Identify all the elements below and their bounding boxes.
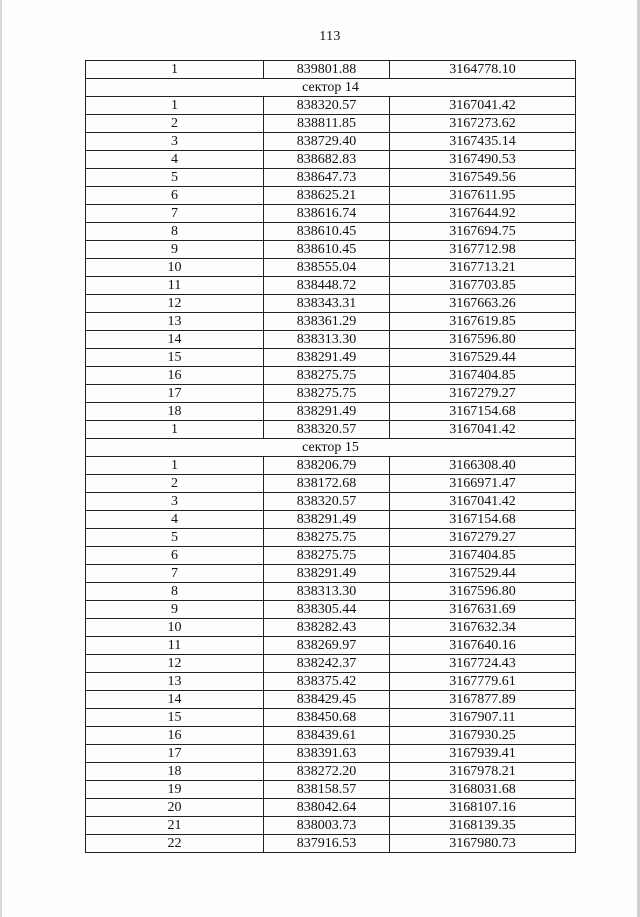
y-coordinate-cell: 3167644.92 xyxy=(390,205,576,223)
table-row xyxy=(86,583,576,601)
table-row xyxy=(86,421,576,439)
point-number-cell: 13 xyxy=(86,673,264,691)
table-row xyxy=(86,313,576,331)
y-coordinate-cell: 3167529.44 xyxy=(390,565,576,583)
point-number-cell: 14 xyxy=(86,331,264,349)
point-number-cell: 9 xyxy=(86,601,264,619)
y-coordinate-cell: 3168139.35 xyxy=(390,817,576,835)
x-coordinate-cell: 838275.75 xyxy=(264,385,390,403)
x-coordinate-cell: 838448.72 xyxy=(264,277,390,295)
table-row xyxy=(86,223,576,241)
point-number-cell: 2 xyxy=(86,475,264,493)
point-number-cell: 19 xyxy=(86,781,264,799)
x-coordinate-cell: 838158.57 xyxy=(264,781,390,799)
x-coordinate-cell: 838042.64 xyxy=(264,799,390,817)
table-row xyxy=(86,475,576,493)
table-row xyxy=(86,745,576,763)
x-coordinate-cell: 838313.30 xyxy=(264,331,390,349)
sector-label: сектор 15 xyxy=(86,439,576,457)
table-row xyxy=(86,817,576,835)
x-coordinate-cell: 838003.73 xyxy=(264,817,390,835)
x-coordinate-cell: 838242.37 xyxy=(264,655,390,673)
x-coordinate-cell: 838282.43 xyxy=(264,619,390,637)
point-number-cell: 5 xyxy=(86,529,264,547)
point-number-cell: 11 xyxy=(86,277,264,295)
point-number-cell: 9 xyxy=(86,241,264,259)
y-coordinate-cell: 3164778.10 xyxy=(390,61,576,79)
x-coordinate-cell: 838291.49 xyxy=(264,565,390,583)
point-number-cell: 11 xyxy=(86,637,264,655)
y-coordinate-cell: 3167435.14 xyxy=(390,133,576,151)
x-coordinate-cell: 838291.49 xyxy=(264,511,390,529)
y-coordinate-cell: 3167041.42 xyxy=(390,493,576,511)
table-row xyxy=(86,547,576,565)
x-coordinate-cell: 838361.29 xyxy=(264,313,390,331)
table-row xyxy=(86,493,576,511)
sector-label: сектор 14 xyxy=(86,79,576,97)
point-number-cell: 14 xyxy=(86,691,264,709)
y-coordinate-cell: 3167640.16 xyxy=(390,637,576,655)
y-coordinate-cell: 3168031.68 xyxy=(390,781,576,799)
x-coordinate-cell: 838275.75 xyxy=(264,547,390,565)
y-coordinate-cell: 3167724.43 xyxy=(390,655,576,673)
x-coordinate-cell: 838291.49 xyxy=(264,403,390,421)
y-coordinate-cell: 3166971.47 xyxy=(390,475,576,493)
y-coordinate-cell: 3167490.53 xyxy=(390,151,576,169)
table-row xyxy=(86,61,576,79)
y-coordinate-cell: 3167980.73 xyxy=(390,835,576,853)
point-number-cell: 7 xyxy=(86,565,264,583)
x-coordinate-cell: 838610.45 xyxy=(264,223,390,241)
point-number-cell: 17 xyxy=(86,385,264,403)
coordinates-table xyxy=(85,60,576,853)
y-coordinate-cell: 3167779.61 xyxy=(390,673,576,691)
point-number-cell: 3 xyxy=(86,133,264,151)
point-number-cell: 21 xyxy=(86,817,264,835)
y-coordinate-cell: 3167041.42 xyxy=(390,421,576,439)
y-coordinate-cell: 3167279.27 xyxy=(390,529,576,547)
point-number-cell: 15 xyxy=(86,709,264,727)
y-coordinate-cell: 3167978.21 xyxy=(390,763,576,781)
x-coordinate-cell: 838291.49 xyxy=(264,349,390,367)
table-row xyxy=(86,259,576,277)
sector-header-row xyxy=(86,439,576,457)
y-coordinate-cell: 3167663.26 xyxy=(390,295,576,313)
point-number-cell: 5 xyxy=(86,169,264,187)
point-number-cell: 17 xyxy=(86,745,264,763)
scan-edge-left xyxy=(0,0,2,917)
x-coordinate-cell: 838439.61 xyxy=(264,727,390,745)
table-row xyxy=(86,835,576,853)
x-coordinate-cell: 838616.74 xyxy=(264,205,390,223)
table-row xyxy=(86,205,576,223)
point-number-cell: 4 xyxy=(86,151,264,169)
y-coordinate-cell: 3167712.98 xyxy=(390,241,576,259)
point-number-cell: 12 xyxy=(86,295,264,313)
point-number-cell: 6 xyxy=(86,547,264,565)
y-coordinate-cell: 3167694.75 xyxy=(390,223,576,241)
table-row xyxy=(86,691,576,709)
table-row xyxy=(86,511,576,529)
point-number-cell: 15 xyxy=(86,349,264,367)
x-coordinate-cell: 838206.79 xyxy=(264,457,390,475)
y-coordinate-cell: 3167549.56 xyxy=(390,169,576,187)
table-row xyxy=(86,169,576,187)
sector-header-row xyxy=(86,79,576,97)
x-coordinate-cell: 838729.40 xyxy=(264,133,390,151)
point-number-cell: 7 xyxy=(86,205,264,223)
table-row xyxy=(86,151,576,169)
point-number-cell: 8 xyxy=(86,223,264,241)
x-coordinate-cell: 838625.21 xyxy=(264,187,390,205)
y-coordinate-cell: 3167596.80 xyxy=(390,331,576,349)
x-coordinate-cell: 838811.85 xyxy=(264,115,390,133)
table-row xyxy=(86,115,576,133)
point-number-cell: 18 xyxy=(86,403,264,421)
y-coordinate-cell: 3167041.42 xyxy=(390,97,576,115)
x-coordinate-cell: 838272.20 xyxy=(264,763,390,781)
y-coordinate-cell: 3167154.68 xyxy=(390,511,576,529)
point-number-cell: 1 xyxy=(86,61,264,79)
y-coordinate-cell: 3167596.80 xyxy=(390,583,576,601)
table-row xyxy=(86,727,576,745)
y-coordinate-cell: 3167619.85 xyxy=(390,313,576,331)
point-number-cell: 10 xyxy=(86,619,264,637)
table-row xyxy=(86,781,576,799)
table-row xyxy=(86,763,576,781)
point-number-cell: 4 xyxy=(86,511,264,529)
table-row xyxy=(86,133,576,151)
x-coordinate-cell: 839801.88 xyxy=(264,61,390,79)
point-number-cell: 12 xyxy=(86,655,264,673)
y-coordinate-cell: 3167877.89 xyxy=(390,691,576,709)
x-coordinate-cell: 838275.75 xyxy=(264,367,390,385)
x-coordinate-cell: 838320.57 xyxy=(264,421,390,439)
y-coordinate-cell: 3167529.44 xyxy=(390,349,576,367)
point-number-cell: 1 xyxy=(86,457,264,475)
point-number-cell: 1 xyxy=(86,421,264,439)
y-coordinate-cell: 3167273.62 xyxy=(390,115,576,133)
table-row xyxy=(86,619,576,637)
y-coordinate-cell: 3166308.40 xyxy=(390,457,576,475)
x-coordinate-cell: 838343.31 xyxy=(264,295,390,313)
coordinates-table-body xyxy=(86,61,576,853)
x-coordinate-cell: 838305.44 xyxy=(264,601,390,619)
table-row xyxy=(86,601,576,619)
table-row xyxy=(86,367,576,385)
table-row xyxy=(86,331,576,349)
x-coordinate-cell: 838375.42 xyxy=(264,673,390,691)
x-coordinate-cell: 838555.04 xyxy=(264,259,390,277)
page-number: 113 xyxy=(319,29,341,44)
table-row xyxy=(86,457,576,475)
y-coordinate-cell: 3167404.85 xyxy=(390,547,576,565)
table-row xyxy=(86,673,576,691)
x-coordinate-cell: 838429.45 xyxy=(264,691,390,709)
table-row xyxy=(86,529,576,547)
x-coordinate-cell: 838391.63 xyxy=(264,745,390,763)
y-coordinate-cell: 3167632.34 xyxy=(390,619,576,637)
point-number-cell: 13 xyxy=(86,313,264,331)
point-number-cell: 2 xyxy=(86,115,264,133)
x-coordinate-cell: 838647.73 xyxy=(264,169,390,187)
x-coordinate-cell: 838610.45 xyxy=(264,241,390,259)
x-coordinate-cell: 838172.68 xyxy=(264,475,390,493)
table-row xyxy=(86,637,576,655)
y-coordinate-cell: 3167404.85 xyxy=(390,367,576,385)
y-coordinate-cell: 3167907.11 xyxy=(390,709,576,727)
point-number-cell: 20 xyxy=(86,799,264,817)
y-coordinate-cell: 3167611.95 xyxy=(390,187,576,205)
point-number-cell: 22 xyxy=(86,835,264,853)
x-coordinate-cell: 838320.57 xyxy=(264,493,390,511)
point-number-cell: 10 xyxy=(86,259,264,277)
table-row xyxy=(86,241,576,259)
point-number-cell: 18 xyxy=(86,763,264,781)
y-coordinate-cell: 3167631.69 xyxy=(390,601,576,619)
table-row xyxy=(86,799,576,817)
y-coordinate-cell: 3167154.68 xyxy=(390,403,576,421)
y-coordinate-cell: 3167939.41 xyxy=(390,745,576,763)
table-row xyxy=(86,565,576,583)
point-number-cell: 6 xyxy=(86,187,264,205)
point-number-cell: 3 xyxy=(86,493,264,511)
x-coordinate-cell: 838269.97 xyxy=(264,637,390,655)
table-row xyxy=(86,295,576,313)
table-row xyxy=(86,709,576,727)
point-number-cell: 1 xyxy=(86,97,264,115)
x-coordinate-cell: 837916.53 xyxy=(264,835,390,853)
point-number-cell: 8 xyxy=(86,583,264,601)
table-row xyxy=(86,97,576,115)
y-coordinate-cell: 3167713.21 xyxy=(390,259,576,277)
y-coordinate-cell: 3168107.16 xyxy=(390,799,576,817)
x-coordinate-cell: 838320.57 xyxy=(264,97,390,115)
y-coordinate-cell: 3167930.25 xyxy=(390,727,576,745)
table-row xyxy=(86,385,576,403)
table-row xyxy=(86,349,576,367)
table-row xyxy=(86,187,576,205)
x-coordinate-cell: 838450.68 xyxy=(264,709,390,727)
x-coordinate-cell: 838682.83 xyxy=(264,151,390,169)
x-coordinate-cell: 838275.75 xyxy=(264,529,390,547)
y-coordinate-cell: 3167703.85 xyxy=(390,277,576,295)
y-coordinate-cell: 3167279.27 xyxy=(390,385,576,403)
table-row xyxy=(86,403,576,421)
table-row xyxy=(86,277,576,295)
point-number-cell: 16 xyxy=(86,367,264,385)
x-coordinate-cell: 838313.30 xyxy=(264,583,390,601)
table-row xyxy=(86,655,576,673)
point-number-cell: 16 xyxy=(86,727,264,745)
